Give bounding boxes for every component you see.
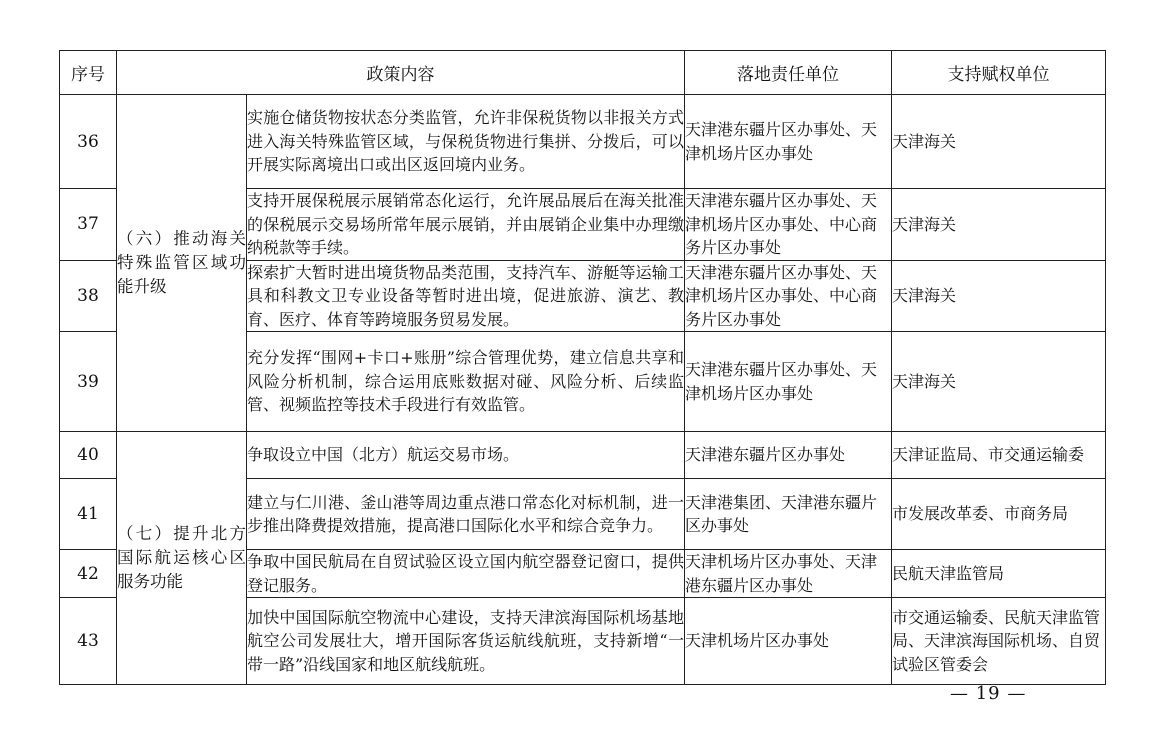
page-number: — 19 — [950, 683, 1027, 704]
category-label: （七）提升北方国际航运核心区服务功能 [117, 432, 247, 685]
row-number: 37 [60, 189, 117, 261]
row-number: 39 [60, 332, 117, 432]
policy-content: 建立与仁川港、釜山港等周边重点港口常态化对标机制，进一步推出降费提效措施，提高港口国际化水平和综合竞争力。 [247, 479, 685, 550]
policy-content: 探索扩大暂时进出境货物品类范围，支持汽车、游艇等运输工具和科教文卫专业设备等暂时进出境，促进旅游、演艺、教育、医疗、体育等跨境服务贸易发展。 [247, 260, 685, 332]
row-number: 41 [60, 479, 117, 550]
row-number: 40 [60, 432, 117, 479]
header-unit: 落地责任单位 [685, 51, 892, 95]
authorizing-unit: 天津海关 [892, 189, 1106, 261]
table-row [60, 95, 1106, 189]
header-seq: 序号 [60, 51, 117, 95]
authorizing-unit: 市交通运输委、民航天津监管局、天津滨海国际机场、自贸试验区管委会 [892, 598, 1106, 685]
responsible-unit: 天津港东疆片区办事处、天津机场片区办事处、中心商务片区办事处 [685, 260, 892, 332]
authorizing-unit: 天津海关 [892, 95, 1106, 189]
policy-content: 充分发挥“围网+卡口+账册”综合管理优势，建立信息共享和风险分析机制，综合运用底账数据对碰、风险分析、后续监管、视频监控等技术手段进行有效监管。 [247, 332, 685, 432]
responsible-unit: 天津港东疆片区办事处、天津机场片区办事处 [685, 95, 892, 189]
authorizing-unit: 天津证监局、市交通运输委 [892, 432, 1106, 479]
responsible-unit: 天津机场片区办事处 [685, 598, 892, 685]
category-label: （六）推动海关特殊监管区域功能升级 [117, 95, 247, 432]
header-row [60, 51, 1106, 95]
row-number: 43 [60, 598, 117, 685]
policy-content: 争取设立中国（北方）航运交易市场。 [247, 432, 685, 479]
policy-content: 争取中国民航局在自贸试验区设立国内航空器登记窗口，提供登记服务。 [247, 550, 685, 598]
authorizing-unit: 天津海关 [892, 260, 1106, 332]
header-content: 政策内容 [117, 51, 685, 95]
policy-content: 加快中国国际航空物流中心建设，支持天津滨海国际机场基地航空公司发展壮大，增开国际客货运航线航班，支持新增“一带一路”沿线国家和地区航线航班。 [247, 598, 685, 685]
row-number: 42 [60, 550, 117, 598]
table-row [60, 432, 1106, 479]
row-number: 38 [60, 260, 117, 332]
header-grant: 支持赋权单位 [892, 51, 1106, 95]
policy-content: 支持开展保税展示展销常态化运行，允许展品展后在海关批准的保税展示交易场所常年展示展销，并由展销企业集中办理缴纳税款等手续。 [247, 189, 685, 261]
policy-table [59, 50, 1106, 685]
policy-content: 实施仓储货物按状态分类监管，允许非保税货物以非报关方式进入海关特殊监管区域，与保税货物进行集拼、分拨后，可以开展实际离境出口或出区返回境内业务。 [247, 95, 685, 189]
authorizing-unit: 民航天津监管局 [892, 550, 1106, 598]
authorizing-unit: 市发展改革委、市商务局 [892, 479, 1106, 550]
responsible-unit: 天津机场片区办事处、天津港东疆片区办事处 [685, 550, 892, 598]
responsible-unit: 天津港东疆片区办事处、天津机场片区办事处 [685, 332, 892, 432]
row-number: 36 [60, 95, 117, 189]
authorizing-unit: 天津海关 [892, 332, 1106, 432]
responsible-unit: 天津港集团、天津港东疆片区办事处 [685, 479, 892, 550]
responsible-unit: 天津港东疆片区办事处、天津机场片区办事处、中心商务片区办事处 [685, 189, 892, 261]
responsible-unit: 天津港东疆片区办事处 [685, 432, 892, 479]
